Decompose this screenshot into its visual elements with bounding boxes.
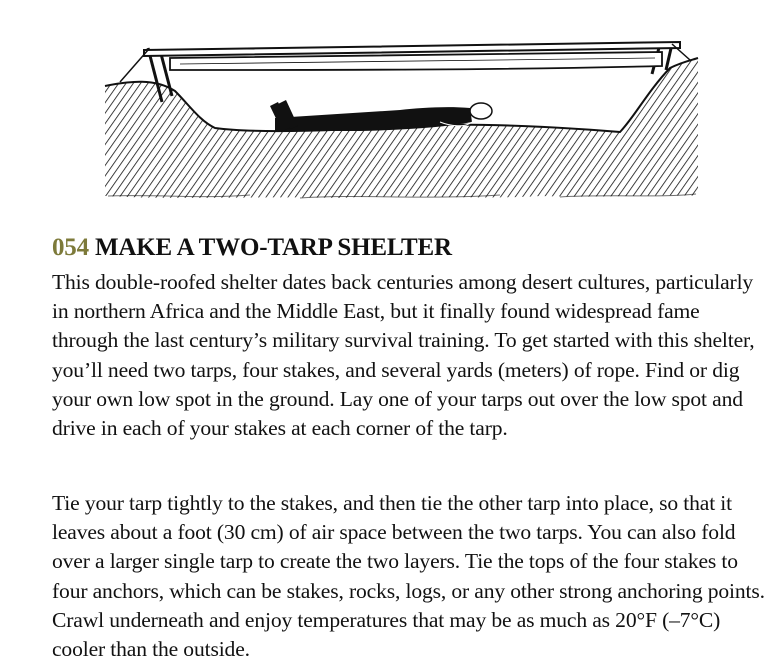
- article-paragraph-2: Tie your tarp tightly to the stakes, and then tie the other tarp into place, so that it leaves about a foot (30 cm) of air space between the two tarps. You can also fold over a larger single tarp to create the two layers. Tie the tops of the four stakes to four anchors, which can be stakes, rocks, logs, or any other strong anchoring points. Crawl underneath and enjoy temperatures that may be as much as 20°F (–7°C) cooler than the outside.: [52, 491, 765, 662]
- two-tarp-shelter-illustration: [100, 36, 700, 206]
- article-paragraph-1: This double-roofed shelter dates back centuries among desert cultures, particularly in northern Africa and the Middle East, but it finally found widespread fame through the last century’s military survival training. To get started with this shelter, you’ll need two tarps, four stakes, and several yards (meters) of rope. Find or dig your own low spot in the ground. Lay one of your tarps out over the low spot and drive in each of your stakes at each corner of the tarp.: [52, 270, 755, 441]
- tarp-layers: [144, 42, 680, 70]
- article-title: MAKE A TWO-TARP SHELTER: [94, 234, 452, 261]
- article-heading: [52, 232, 452, 264]
- article-number: 054: [52, 234, 89, 261]
